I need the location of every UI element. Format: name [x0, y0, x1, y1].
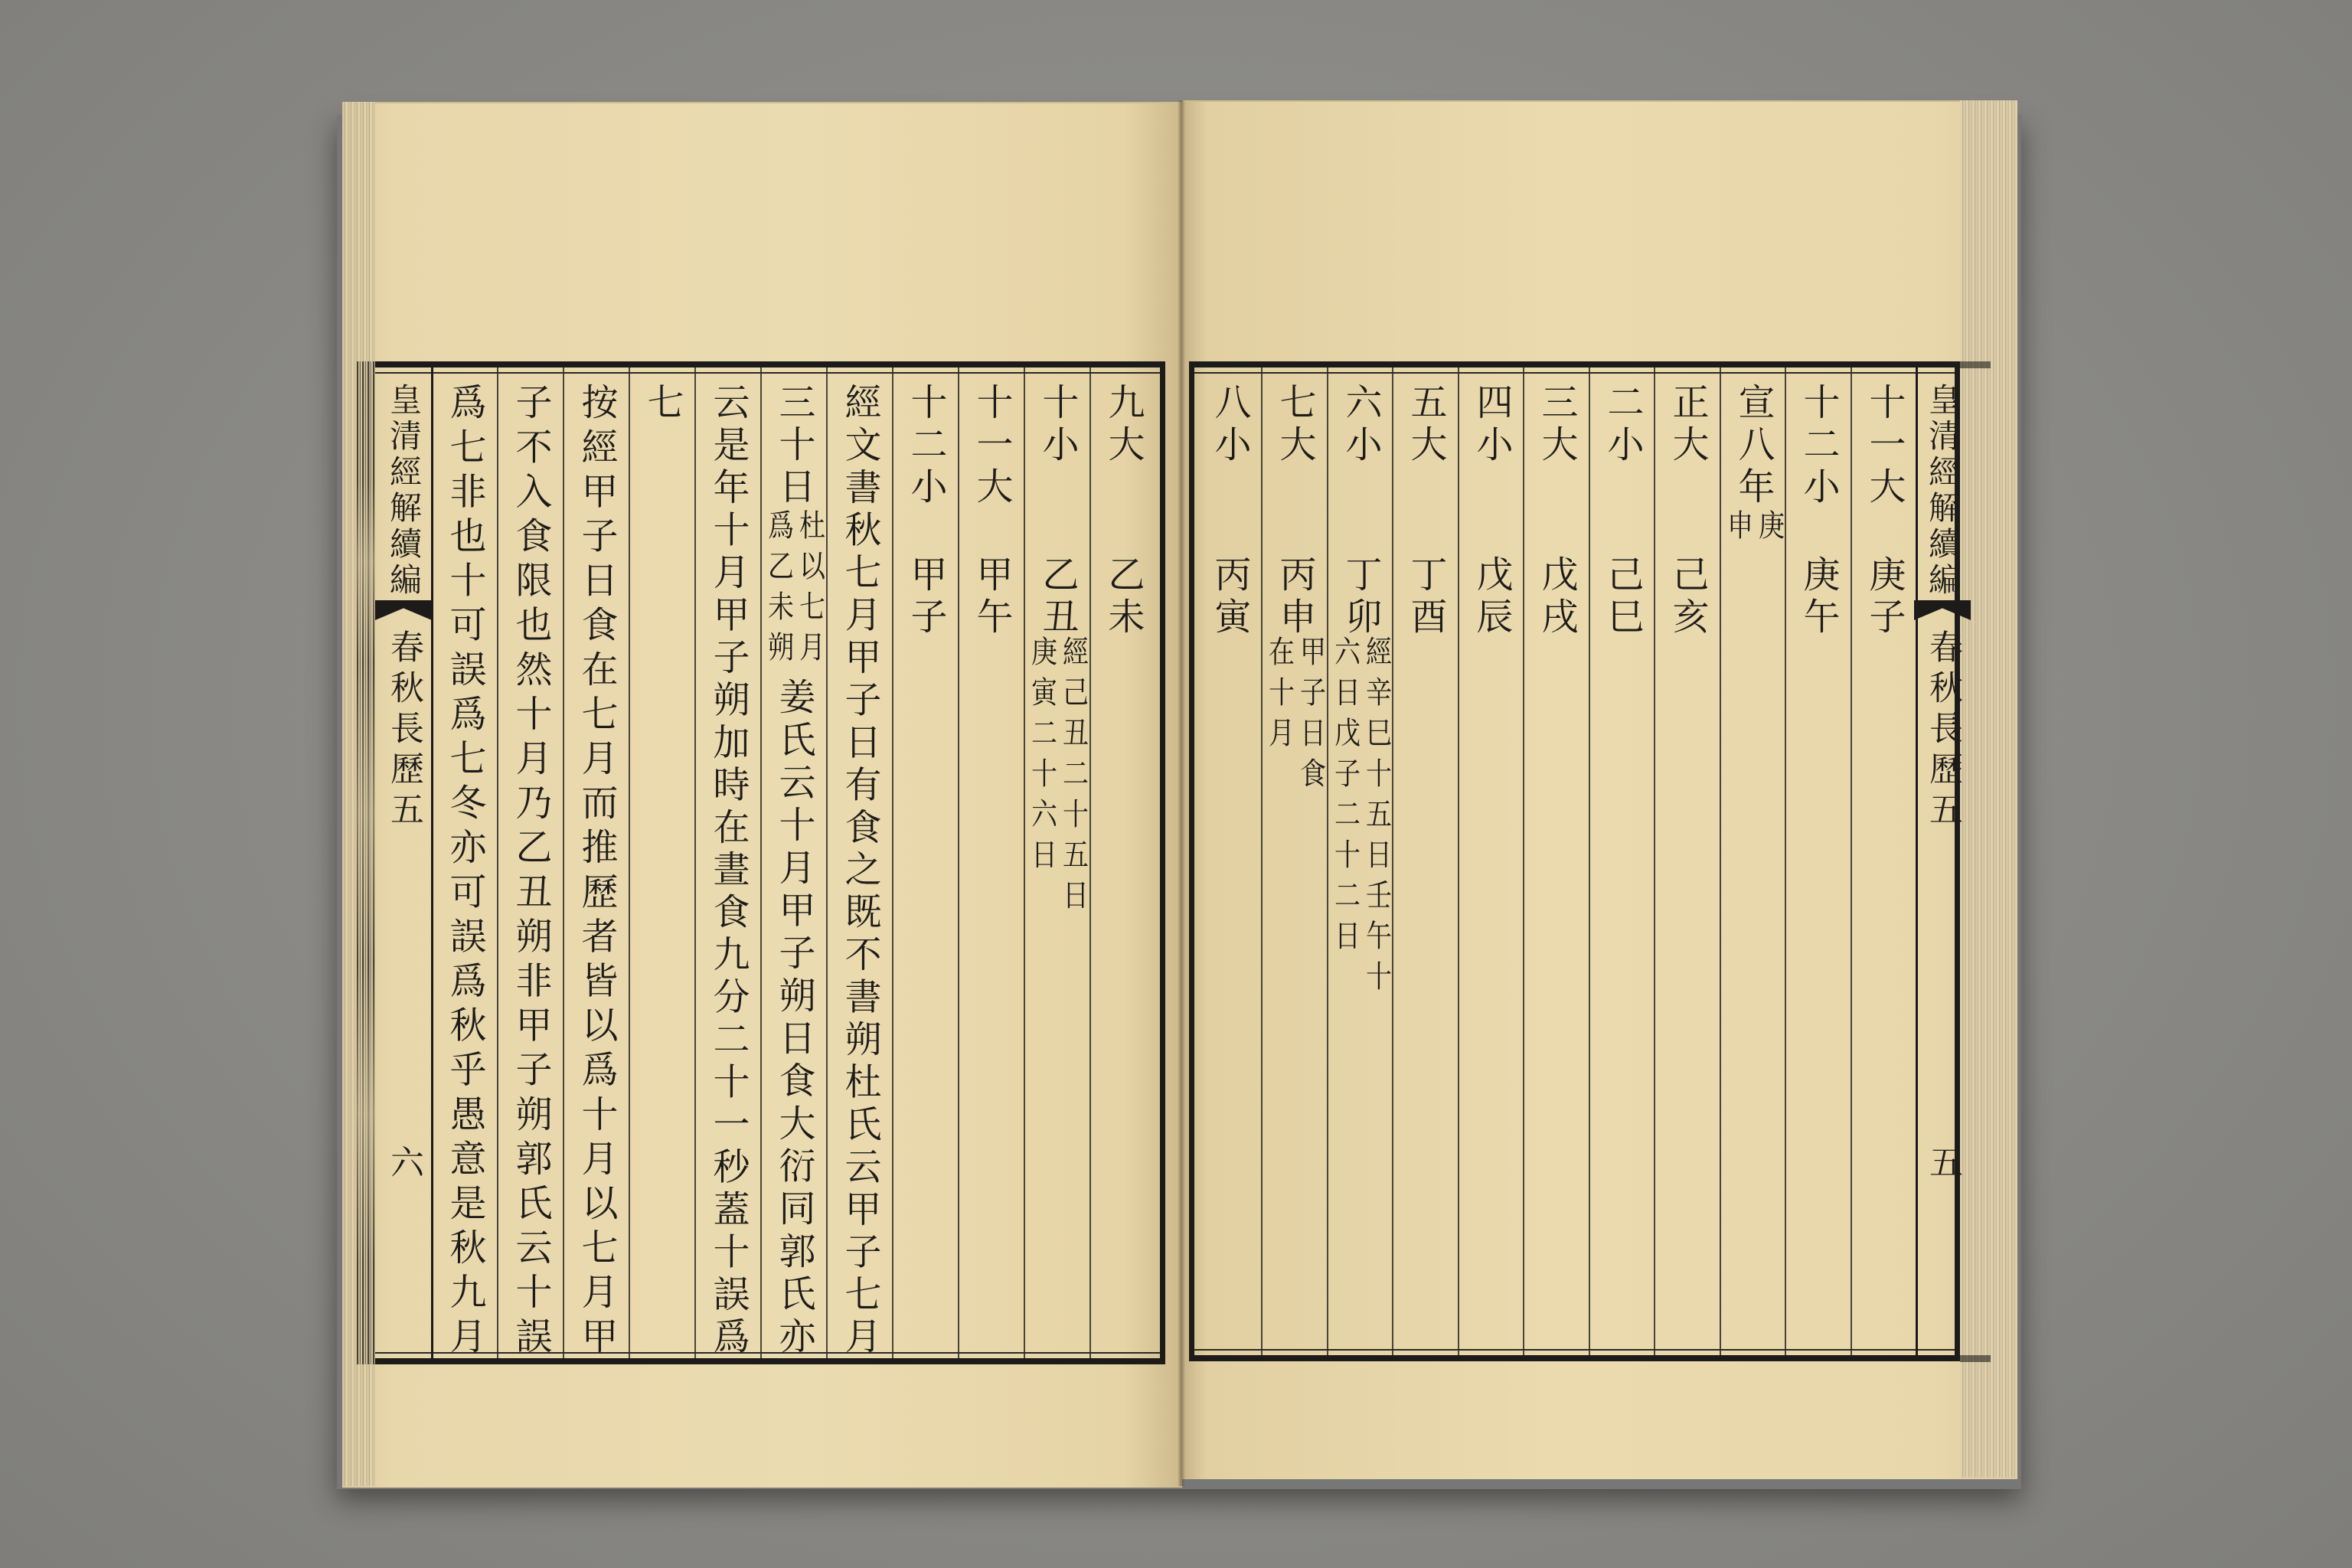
- fishtail-mark: [375, 600, 432, 620]
- note-right: 庚: [1754, 509, 1785, 550]
- month-label: 十二小: [1797, 383, 1840, 509]
- month-label: 六小: [1339, 383, 1382, 467]
- month-ganzhi: 丁酉: [1404, 555, 1447, 639]
- banxin-section-title: 春秋長歷五: [384, 629, 423, 832]
- table-row: [1785, 383, 1851, 1359]
- left-banxin: [375, 383, 432, 1363]
- table-row: [1851, 383, 1917, 1359]
- month-ganzhi: 甲子: [904, 555, 947, 639]
- text-column: [432, 383, 498, 1359]
- month-ganzhi: 乙丑: [1036, 555, 1079, 639]
- table-row: [1589, 383, 1655, 1359]
- month-label: 十一大: [970, 383, 1013, 509]
- column-text: 爲七非也十可誤爲七冬亦可誤爲秋乎愚意是秋九月: [443, 383, 486, 1354]
- month-ganzhi: 丙申: [1273, 555, 1316, 639]
- note-left: 六日戊子二十二日: [1330, 635, 1361, 960]
- banxin-book-title: 皇清經解續編: [1924, 383, 1962, 599]
- right-banxin: [1918, 383, 1962, 1363]
- month-label: 七大: [1273, 383, 1316, 467]
- month-label: 正大: [1666, 383, 1709, 467]
- table-row: [1720, 383, 1786, 1359]
- table-row: [1090, 383, 1156, 1359]
- column-text: 按經甲子日食在七月而推歷者皆以爲十月以七月甲: [575, 383, 618, 1354]
- table-row: [1024, 383, 1090, 1359]
- month-ganzhi: 丁卯: [1339, 555, 1382, 639]
- month-ganzhi: 戊戌: [1535, 555, 1578, 639]
- text-column: [761, 383, 827, 1359]
- month-ganzhi: 甲午: [970, 555, 1013, 639]
- month-ganzhi: 庚子: [1863, 555, 1906, 639]
- text-column: [695, 383, 761, 1359]
- table-row: [893, 383, 959, 1359]
- table-row: [959, 383, 1024, 1359]
- table-row: [1262, 383, 1328, 1359]
- left-frame-inner-top-line: [375, 372, 1160, 374]
- banxin-book-title: 皇清經解續編: [385, 383, 423, 599]
- right-stack-ink-top: [1960, 361, 1991, 368]
- text-column: [564, 383, 629, 1359]
- month-ganzhi: 戊辰: [1470, 555, 1513, 639]
- month-label: 十二小: [904, 383, 947, 509]
- note-right: 甲子日食: [1295, 635, 1326, 798]
- month-ganzhi: 己巳: [1601, 555, 1644, 639]
- table-row: [1524, 383, 1589, 1359]
- column-text: 云是年十月甲子朔加時在晝食九分二十一秒蓋十誤爲: [707, 383, 750, 1354]
- text-column: [498, 383, 564, 1359]
- note-left: 庚寅二十六日: [1027, 635, 1057, 879]
- note-right: 杜以七月: [795, 509, 825, 671]
- month-label: 二小: [1601, 383, 1644, 467]
- banxin-section-title: 春秋長歷五: [1923, 629, 1962, 832]
- month-ganzhi: 庚午: [1797, 555, 1840, 639]
- right-frame-inner-top-line: [1194, 372, 1955, 374]
- year-label: 宣八年: [1732, 383, 1775, 509]
- month-ganzhi: 己亥: [1666, 555, 1709, 639]
- month-ganzhi: 乙未: [1102, 555, 1145, 639]
- text-column: [827, 383, 893, 1359]
- note-left: 在十月: [1264, 635, 1295, 757]
- table-row: [1655, 383, 1720, 1359]
- left-stack-ink-bleed: [357, 361, 375, 1364]
- column-text-continued: 姜氏云十月甲子朔日食大衍同郭氏亦: [773, 678, 815, 1354]
- book-gutter: [1178, 100, 1185, 1486]
- text-column: [629, 383, 695, 1359]
- month-label: 十小: [1036, 383, 1079, 467]
- month-label: 十一大: [1863, 383, 1906, 509]
- month-label: 九大: [1102, 383, 1145, 467]
- table-row: [1328, 383, 1393, 1359]
- month-label: 五大: [1404, 383, 1447, 467]
- note-right: 經辛巳十五日壬午十: [1361, 635, 1392, 1001]
- note-left: 申: [1723, 509, 1753, 550]
- month-label: 三大: [1535, 383, 1578, 467]
- column-text: 經文書秋七月甲子日有食之既不書朔杜氏云甲子七月: [838, 383, 881, 1354]
- table-row: [1197, 383, 1263, 1359]
- month-ganzhi: 丙寅: [1208, 555, 1251, 639]
- column-text: 三十日: [773, 383, 815, 509]
- column-text: 子不入食限也然十月乃乙丑朔非甲子朔郭氏云十誤: [509, 383, 552, 1354]
- banxin-page-number: 六: [384, 1145, 423, 1178]
- month-label: 八小: [1208, 383, 1251, 467]
- note-left: 爲乙未朔: [763, 509, 794, 671]
- table-row: [1459, 383, 1524, 1359]
- month-label: 四小: [1470, 383, 1513, 467]
- table-row: [1393, 383, 1459, 1359]
- column-text: 七: [641, 383, 684, 425]
- note-right: 經己丑二十五日: [1058, 635, 1089, 920]
- banxin-page-number: 五: [1923, 1145, 1962, 1178]
- fishtail-mark: [1914, 600, 1971, 620]
